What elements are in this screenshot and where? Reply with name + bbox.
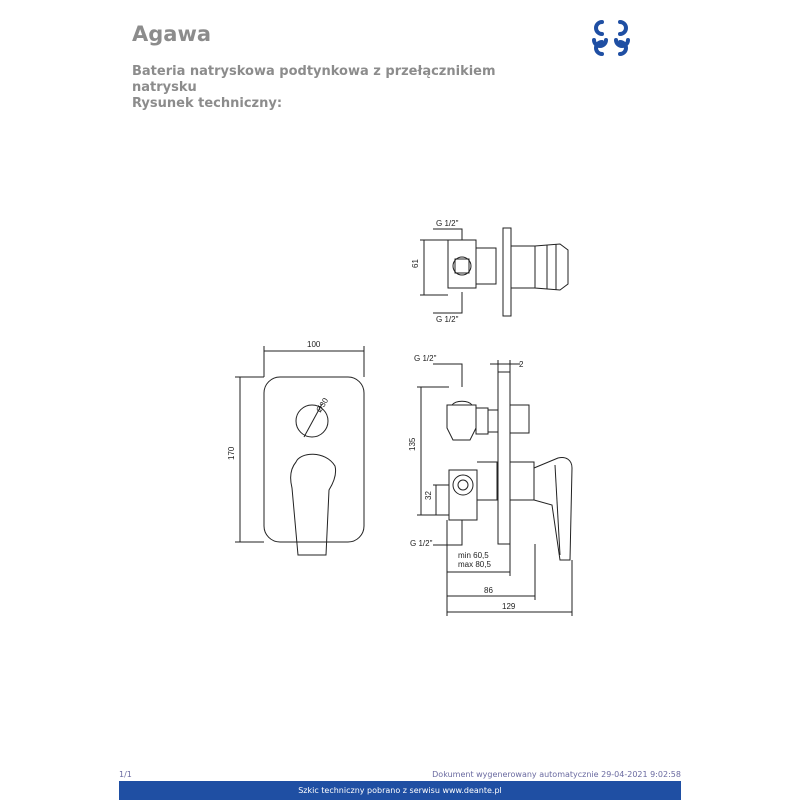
top-view-height-dim: 61 — [411, 259, 420, 268]
front-view-width-dim: 100 — [307, 340, 321, 349]
side-view-plate-dim: 2 — [519, 360, 524, 369]
generated-timestamp: Dokument wygenerowany automatycznie 29-04-2021 9:02:58 — [432, 770, 681, 779]
side-view-height-dim: 135 — [408, 437, 417, 451]
side-view-offset-dim: 32 — [424, 491, 433, 500]
footer-source-bar: Szkic techniczny pobrano z serwisu www.deante.pl — [119, 781, 681, 800]
page-number: 1/1 — [119, 770, 132, 779]
side-view-min-dim: min 60,5 — [458, 551, 489, 560]
front-view-height-dim: 170 — [227, 446, 236, 460]
side-view-thread-top-label: G 1/2" — [414, 354, 437, 363]
top-view — [420, 228, 568, 316]
subtitle-line-3: Rysunek techniczny: — [132, 96, 283, 111]
subtitle-line-2: natrysku — [132, 80, 197, 95]
top-view-thread-top-label: G 1/2" — [436, 219, 459, 228]
top-view-thread-bottom-label: G 1/2" — [436, 315, 459, 324]
front-view — [235, 346, 364, 555]
side-view-thread-bottom-label: G 1/2" — [410, 539, 433, 548]
side-view-depth2-dim: 129 — [502, 602, 516, 611]
front-view-diameter-dim: Ø30 — [314, 396, 331, 415]
side-view-depth1-dim: 86 — [484, 586, 493, 595]
side-view — [417, 360, 572, 616]
document-title: Agawa — [132, 22, 212, 46]
side-view-max-dim: max 80,5 — [458, 560, 491, 569]
subtitle-line-1: Bateria natryskowa podtynkowa z przełącznikiem — [132, 64, 496, 79]
